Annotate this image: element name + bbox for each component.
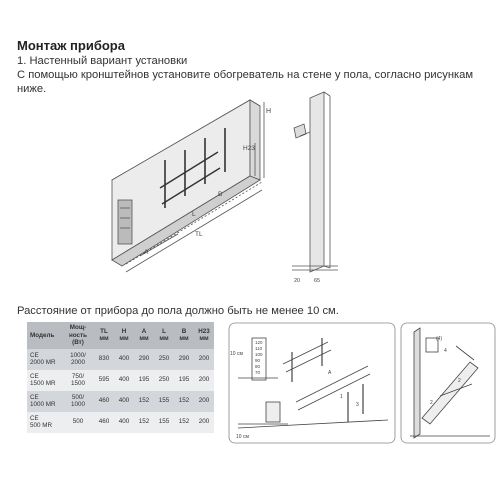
scale-80: 80 <box>255 364 261 369</box>
table-header-row <box>27 322 214 349</box>
table-cell-tl: 460 <box>94 412 114 433</box>
table-cell-h23: 200 <box>194 391 214 412</box>
table-cell-b: 290 <box>174 349 194 370</box>
instruction-line-3: ниже. <box>17 83 47 95</box>
table-cell-a: 290 <box>134 349 154 370</box>
table-row <box>27 391 214 412</box>
step-label-3: 3 <box>356 402 359 408</box>
table-cell-h: 400 <box>114 391 134 412</box>
step-label-4-paren: (4) <box>436 336 443 342</box>
dim-b-label: B <box>218 191 223 198</box>
table-cell-h: 400 <box>114 349 134 370</box>
mounting-step1-diagram <box>228 322 396 444</box>
table-cell-model: CE 2000 MR <box>27 349 62 370</box>
table-cell-model: CE 500 MR <box>27 412 62 433</box>
step-label-4: 4 <box>444 348 447 354</box>
table-cell-a: 152 <box>134 391 154 412</box>
step-label-2-left: 2 <box>430 400 433 406</box>
dim-h23-label: H23 <box>243 145 255 152</box>
table-cell-h23: 200 <box>194 412 214 433</box>
dim-tl-label: TL <box>195 231 203 238</box>
table-row <box>27 349 214 370</box>
section-title: Монтаж прибора <box>17 38 125 53</box>
cm10-bottom-label: 10 см <box>236 434 249 440</box>
table-cell-l: 250 <box>154 349 174 370</box>
mounting-step2-diagram <box>400 322 496 444</box>
table-cell-h: 400 <box>114 412 134 433</box>
step-label-1: 1 <box>340 394 343 400</box>
table-cell-power: 500/ 1000 <box>62 391 94 412</box>
distance-note: Расстояние от прибора до пола должно быть не менее 10 см. <box>17 305 339 317</box>
table-cell-b: 152 <box>174 391 194 412</box>
dim-l-label: L <box>192 211 196 218</box>
table-cell-model: CE 1000 MR <box>27 391 62 412</box>
scale-70: 70 <box>255 370 261 375</box>
table-cell-b: 152 <box>174 412 194 433</box>
table-cell-tl: 830 <box>94 349 114 370</box>
scale-110: 110 <box>255 346 263 351</box>
col-h: H мм <box>114 322 134 349</box>
spec-table <box>27 322 214 433</box>
dim-h-label: H <box>266 108 272 115</box>
col-h23: H23 мм <box>194 322 214 349</box>
table-cell-h: 400 <box>114 370 134 391</box>
col-tl: TL мм <box>94 322 114 349</box>
table-cell-b: 195 <box>174 370 194 391</box>
table-row <box>27 370 214 391</box>
table-cell-a: 195 <box>134 370 154 391</box>
dim-a-label: A <box>144 249 149 256</box>
table-cell-power: 500 <box>62 412 94 433</box>
table-cell-l: 250 <box>154 370 174 391</box>
table-cell-power: 1000/ 2000 <box>62 349 94 370</box>
col-power: Мощ- ность (Вт) <box>62 322 94 349</box>
table-cell-h23: 200 <box>194 349 214 370</box>
table-cell-tl: 595 <box>94 370 114 391</box>
table-cell-h23: 200 <box>194 370 214 391</box>
dim-20-label: 20 <box>294 278 301 284</box>
cm10-top-label: 10 см <box>230 351 243 357</box>
dim-65-label: 65 <box>314 278 321 284</box>
step-label-2-right: 2 <box>458 378 461 384</box>
instruction-line-1: 1. Настенный вариант установки <box>17 55 188 67</box>
scale-120: 120 <box>255 340 263 345</box>
table-cell-tl: 460 <box>94 391 114 412</box>
table-cell-l: 155 <box>154 412 174 433</box>
col-model: Модель <box>27 322 62 349</box>
scale-90: 90 <box>255 358 261 363</box>
heater-side-diagram <box>280 88 350 288</box>
col-a: A мм <box>134 322 154 349</box>
heater-front-diagram <box>100 88 280 288</box>
instruction-line-2: С помощью кронштейнов установите обогреватель на стене у пола, согласно рисункам <box>17 69 474 81</box>
col-l: L мм <box>154 322 174 349</box>
table-cell-l: 155 <box>154 391 174 412</box>
table-row <box>27 412 214 433</box>
step-label-a: A <box>328 370 332 376</box>
scale-100: 100 <box>255 352 263 357</box>
table-cell-a: 152 <box>134 412 154 433</box>
table-cell-power: 750/ 1500 <box>62 370 94 391</box>
col-b: B мм <box>174 322 194 349</box>
table-cell-model: CE 1500 MR <box>27 370 62 391</box>
